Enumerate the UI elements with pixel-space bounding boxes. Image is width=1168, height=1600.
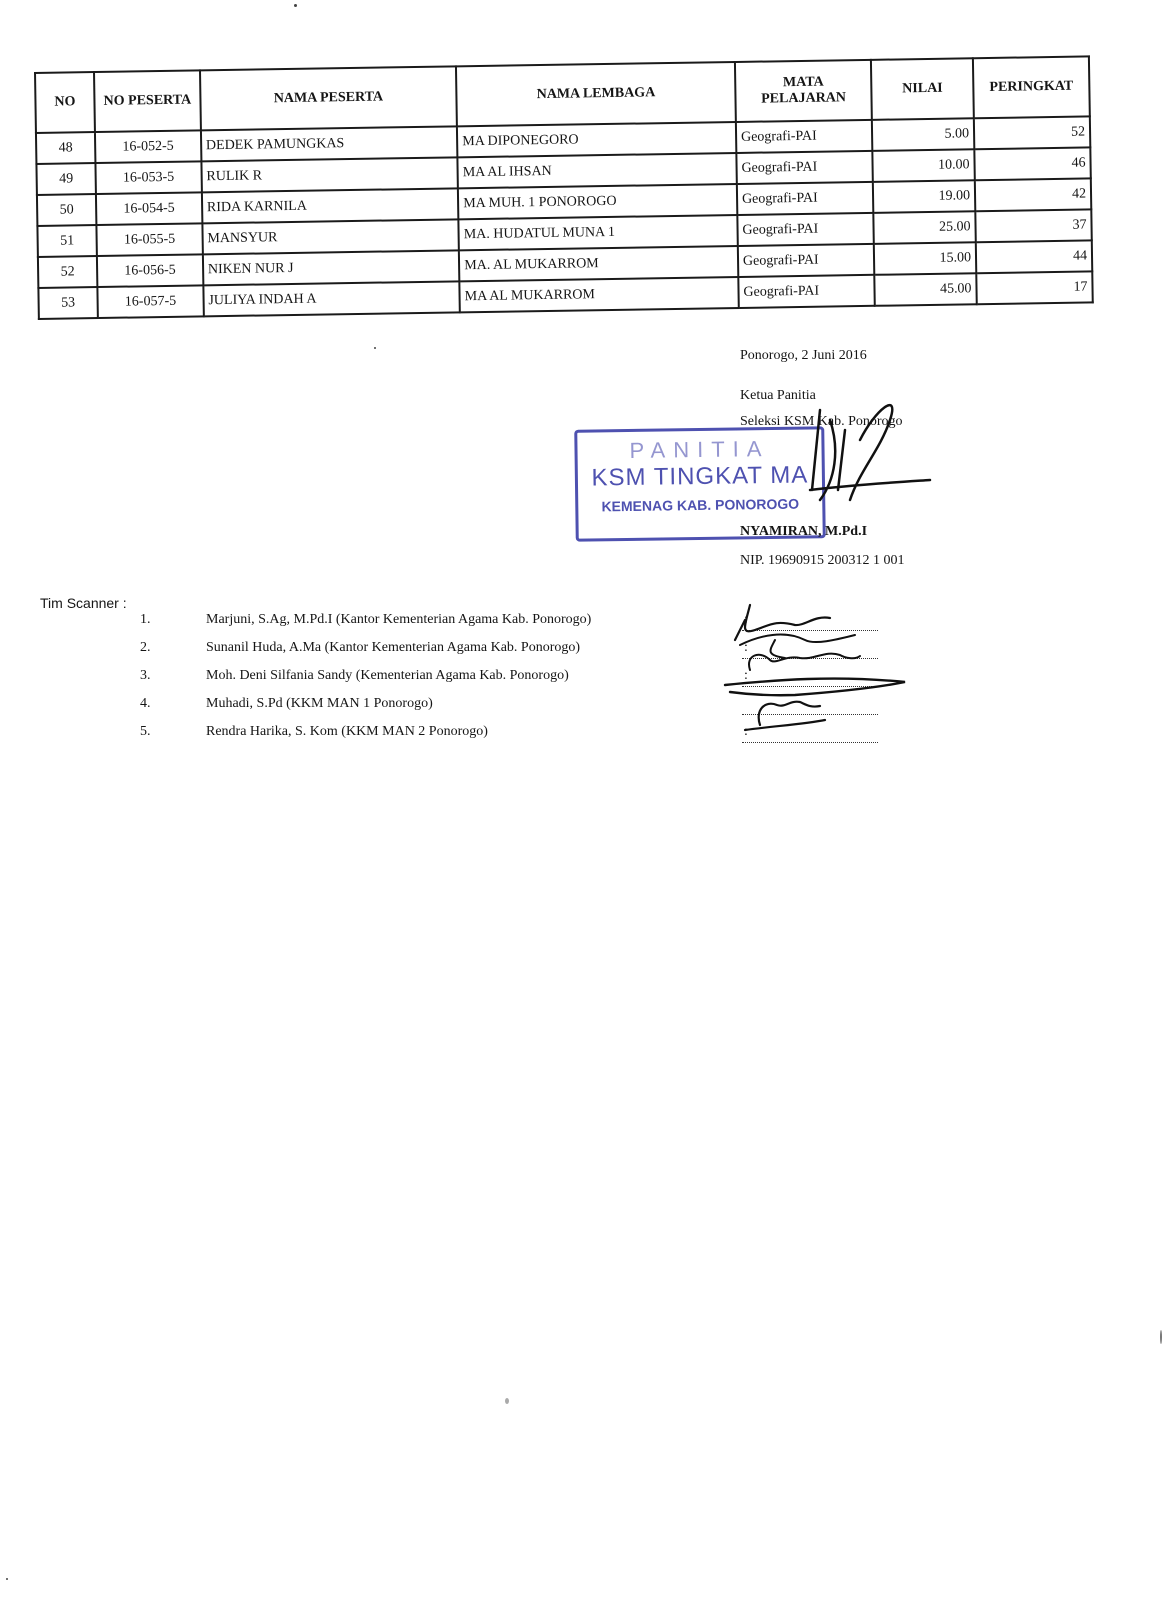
scan-speck: [1160, 1330, 1162, 1344]
cell-mata-pelajaran: Geografi-PAI: [737, 213, 874, 246]
member-name: Moh. Deni Silfania Sandy (Kementerian Agama Kab. Ponorogo): [206, 668, 569, 683]
cell-nilai: 10.00: [873, 149, 975, 182]
ketua-committee: Seleksi KSM Kab. Ponorogo: [740, 414, 903, 429]
ketua-nip: NIP. 19690915 200312 1 001: [740, 553, 905, 568]
header-nama-peserta: NAMA PESERTA: [200, 66, 457, 130]
cell-nama-lembaga: MA. HUDATUL MUNA 1: [459, 215, 738, 250]
cell-no: 50: [37, 194, 96, 226]
cell-peringkat: 46: [974, 147, 1090, 180]
header-nilai: NILAI: [871, 58, 974, 120]
cell-no-peserta: 16-056-5: [97, 254, 203, 287]
ketua-signature: [790, 390, 940, 530]
member-sign-colon: :: [744, 668, 748, 683]
cell-no-peserta: 16-053-5: [95, 161, 201, 194]
cell-peringkat: 44: [976, 240, 1092, 273]
member-name: Rendra Harika, S. Kom (KKM MAN 2 Ponorogo): [206, 724, 488, 739]
stamp-line-3: KEMENAG KAB. PONOROGO: [601, 495, 800, 515]
scan-speck: [294, 4, 297, 7]
cell-no: 52: [38, 256, 97, 288]
member-name: Marjuni, S.Ag, M.Pd.I (Kantor Kementerian Agama Kab. Ponorogo): [206, 612, 592, 627]
ketua-name: NYAMIRAN, M.Pd.I: [740, 524, 868, 539]
team-scanner-title: Tim Scanner :: [40, 595, 127, 611]
member-number: 5.: [140, 724, 151, 739]
cell-mata-pelajaran: Geografi-PAI: [738, 244, 875, 277]
member-number: 2.: [140, 640, 151, 655]
team-signatures: [715, 600, 915, 750]
member-sign-colon: :: [744, 612, 748, 627]
cell-no-peserta: 16-057-5: [97, 285, 203, 318]
cell-nama-lembaga: MA MUH. 1 PONOROGO: [458, 184, 737, 219]
cell-mata-pelajaran: Geografi-PAI: [738, 275, 875, 308]
header-peringkat: PERINGKAT: [973, 56, 1090, 118]
stamp-line-2: KSM TINGKAT MA: [591, 461, 809, 492]
member-name: Muhadi, S.Pd (KKM MAN 1 Ponorogo): [206, 696, 433, 711]
header-no: NO: [35, 72, 95, 133]
cell-no: 48: [36, 132, 95, 164]
stamp-line-1: PANITIA: [629, 436, 770, 463]
member-sign-colon: :: [744, 724, 748, 739]
cell-nilai: 5.00: [872, 118, 974, 151]
member-number: 1.: [140, 612, 151, 627]
scan-speck: [6, 1578, 8, 1580]
results-table: [34, 55, 1094, 320]
cell-mata-pelajaran: Geografi-PAI: [736, 151, 873, 184]
cell-no-peserta: 16-055-5: [96, 223, 202, 256]
cell-nilai: 45.00: [875, 273, 977, 306]
cell-peringkat: 17: [976, 271, 1092, 304]
cell-nama-peserta: RULIK R: [201, 157, 458, 192]
cell-peringkat: 42: [975, 178, 1091, 211]
cell-no: 49: [36, 163, 95, 195]
place-date: Ponorogo, 2 Juni 2016: [740, 348, 867, 363]
cell-mata-pelajaran: Geografi-PAI: [736, 120, 873, 153]
cell-nama-peserta: NIKEN NUR J: [203, 250, 460, 285]
cell-peringkat: 37: [975, 209, 1091, 242]
member-number: 4.: [140, 696, 151, 711]
cell-no: 53: [38, 287, 97, 319]
member-name: Sunanil Huda, A.Ma (Kantor Kementerian Agama Kab. Ponorogo): [206, 640, 581, 655]
cell-nama-lembaga: MA DIPONEGORO: [457, 122, 736, 157]
cell-nama-peserta: JULIYA INDAH A: [203, 281, 460, 316]
scan-speck: [505, 1398, 509, 1404]
cell-no-peserta: 16-052-5: [95, 130, 201, 163]
cell-peringkat: 52: [974, 116, 1090, 149]
cell-nama-peserta: DEDEK PAMUNGKAS: [201, 126, 458, 161]
cell-nama-peserta: MANSYUR: [202, 219, 459, 254]
header-mata-pelajaran: MATA PELAJARAN: [735, 60, 872, 122]
results-table-container: [34, 55, 1094, 320]
scan-speck: [374, 347, 376, 349]
cell-nama-lembaga: MA. AL MUKARROM: [459, 246, 738, 281]
cell-no: 51: [37, 225, 96, 257]
cell-nama-lembaga: MA AL MUKARROM: [460, 277, 739, 312]
member-number: 3.: [140, 668, 151, 683]
header-no-peserta: NO PESERTA: [94, 70, 201, 132]
cell-nilai: 15.00: [874, 242, 976, 275]
member-sign-colon: :: [744, 640, 748, 655]
header-nama-lembaga: NAMA LEMBAGA: [456, 62, 736, 126]
cell-mata-pelajaran: Geografi-PAI: [737, 182, 874, 215]
cell-nama-lembaga: MA AL IHSAN: [458, 153, 737, 188]
cell-nilai: 25.00: [874, 211, 976, 244]
cell-nilai: 19.00: [873, 180, 975, 213]
cell-nama-peserta: RIDA KARNILA: [202, 188, 459, 223]
cell-no-peserta: 16-054-5: [96, 192, 202, 225]
ketua-title: Ketua Panitia: [740, 388, 816, 403]
